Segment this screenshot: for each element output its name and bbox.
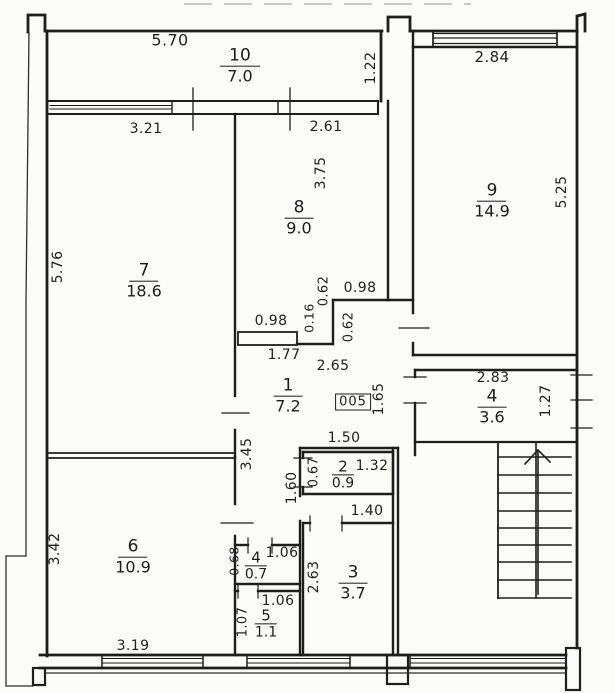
dimension-label: 3.75 xyxy=(313,156,329,190)
dimension-label: 0.98 xyxy=(343,280,377,296)
room-number: 1 xyxy=(274,377,303,397)
dimension-label: 0.68 xyxy=(226,546,242,576)
dimension-label: 3.21 xyxy=(129,121,163,137)
dimension-label: 1.50 xyxy=(327,430,361,446)
room-number: 5 xyxy=(255,607,277,624)
room-area: 3.7 xyxy=(340,584,366,604)
room-number: 4 xyxy=(245,549,267,566)
dimension-label: 1.06 xyxy=(261,593,295,609)
dimension-label: 3.45 xyxy=(239,437,255,471)
room-number: 2 xyxy=(332,458,354,475)
dimension-label: 2.83 xyxy=(476,370,510,386)
room-label-1 xyxy=(274,377,303,416)
stair-direction-arrow xyxy=(525,450,550,594)
room-area: 7.2 xyxy=(275,397,301,417)
room-label-10 xyxy=(220,47,260,86)
room-area: 9.0 xyxy=(286,219,312,239)
room-area: 0.7 xyxy=(244,566,268,583)
room-area: 14.9 xyxy=(474,202,510,222)
dimension-label: 1.27 xyxy=(538,384,554,418)
dimension-label: 0.16 xyxy=(301,303,317,333)
dimension-label: 2.63 xyxy=(306,560,322,594)
room-area: 1.1 xyxy=(254,624,278,641)
dimension-label: 1.77 xyxy=(267,347,301,363)
dimension-label: 5.70 xyxy=(151,30,189,50)
room-label-4-lobby xyxy=(478,388,507,427)
dimension-label: 3.19 xyxy=(116,638,150,654)
room-number: 3 xyxy=(339,564,368,584)
room-number: 10 xyxy=(220,47,260,67)
dimension-label: 1.07 xyxy=(235,606,251,638)
room-label-4-wc xyxy=(245,549,267,582)
dimension-label: 5.76 xyxy=(50,250,66,284)
dimension-label: 2.84 xyxy=(474,48,510,66)
room-area: 0.9 xyxy=(331,475,355,492)
room-label-3 xyxy=(339,564,368,603)
dimension-label: 1.22 xyxy=(363,51,379,85)
dimension-label: 1.65 xyxy=(371,382,387,416)
room-number: 8 xyxy=(285,199,314,219)
room-label-8 xyxy=(285,199,314,238)
room-number: 4 xyxy=(478,388,507,408)
room-label-2 xyxy=(332,458,354,491)
room-area: 10.9 xyxy=(115,558,151,578)
room-label-9 xyxy=(474,182,510,221)
dimension-label: 1.60 xyxy=(284,471,300,505)
unit-number-badge: 005 xyxy=(335,394,371,411)
dimension-label: 1.06 xyxy=(265,545,299,561)
dimension-label: 1.40 xyxy=(350,503,384,519)
room-number: 7 xyxy=(130,262,159,282)
dimension-label: 0.62 xyxy=(341,311,357,343)
dimension-label: 3.42 xyxy=(47,532,63,566)
room-number: 6 xyxy=(119,538,148,558)
dimension-label: 2.61 xyxy=(309,119,343,135)
room-label-5 xyxy=(255,607,277,640)
dimension-label: 2.65 xyxy=(316,358,350,374)
room-number: 9 xyxy=(478,182,507,202)
room-label-6 xyxy=(115,538,151,577)
dimension-label: 0.62 xyxy=(316,275,332,307)
dimension-label: 1.32 xyxy=(355,458,389,474)
room-label-7 xyxy=(126,262,162,301)
room-area: 7.0 xyxy=(227,67,253,87)
staircase xyxy=(415,442,577,598)
dimension-label: 0.67 xyxy=(306,456,322,488)
room-area: 18.6 xyxy=(126,282,162,302)
dimension-label: 0.98 xyxy=(254,313,288,329)
room-area: 3.6 xyxy=(479,408,505,428)
dimension-label: 5.25 xyxy=(554,175,570,209)
